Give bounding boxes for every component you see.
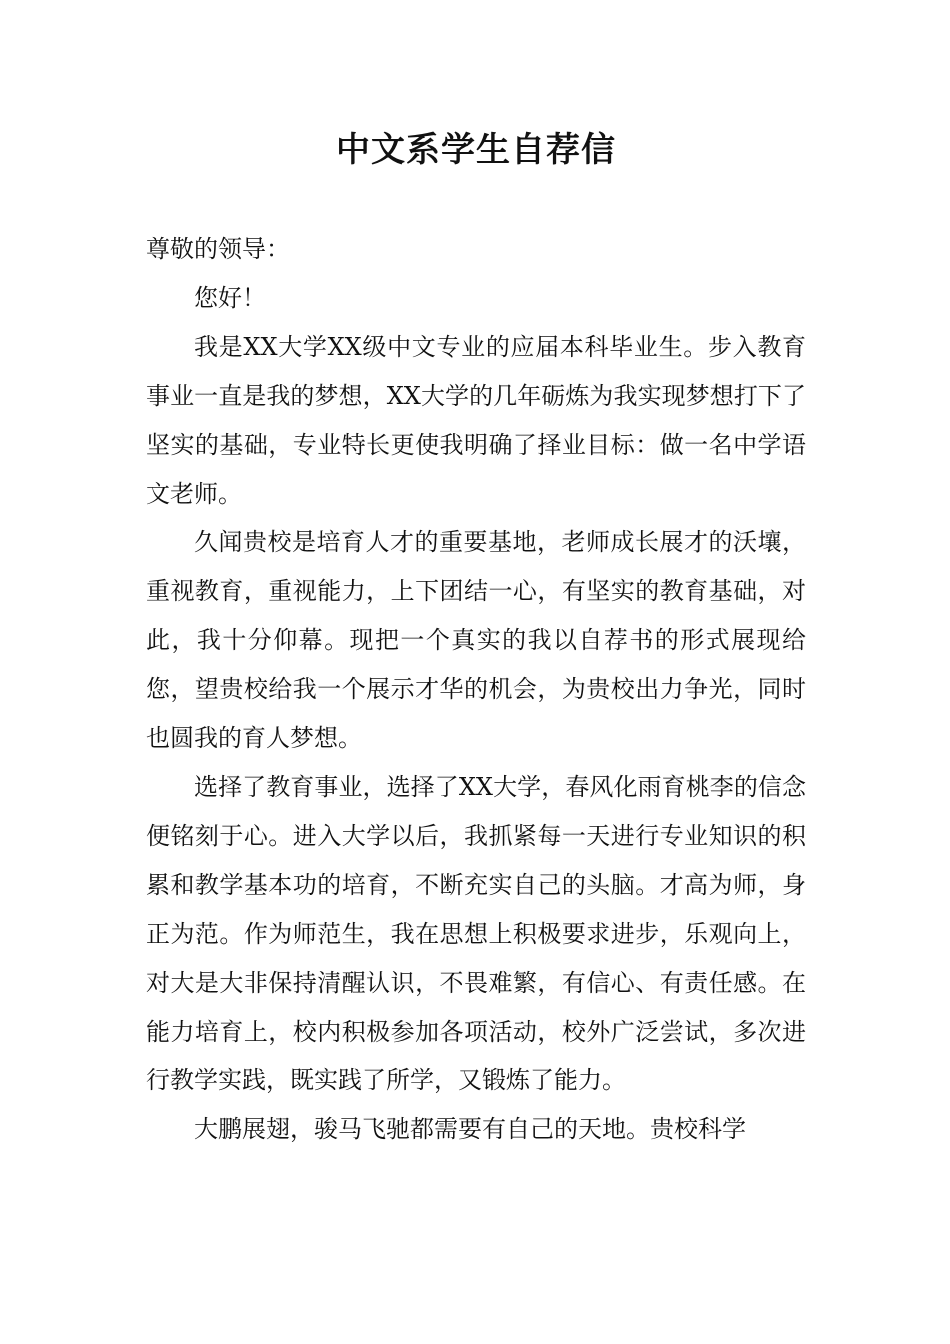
greeting: 您好！ <box>194 283 266 312</box>
document-title: 中文系学生自荐信 <box>336 130 616 170</box>
paragraph: 我是XX大学XX级中文专业的应届本科毕业生。步入教育事业一直是我的梦想，XX大学的几年砺炼为我实现梦想打下了坚实的基础，专业特长更使我明确了择业目标：做一名中学语文老师。 <box>146 332 806 508</box>
letter-body <box>146 225 806 1154</box>
paragraph: 大鹏展翅，骏马飞驰都需要有自己的天地。贵校科学 <box>194 1115 746 1144</box>
paragraph: 选择了教育事业，选择了XX大学，春风化雨育桃李的信念便铭刻于心。进入大学以后，我抓紧每一天进行专业知识的积累和教学基本功的培育，不断充实自己的头脑。才高为师，身正为范。作为师范生，我在思想上积极要求进步，乐观向上，对大是大非保持清醒认识，不畏难繁，有信心、有责任感。在能力培育上，校内积极参加各项活动，校外广泛尝试，多次进行教学实践，既实践了所学，又锻炼了能力。 <box>146 772 806 1095</box>
salutation: 尊敬的领导： <box>146 235 290 263</box>
document-page <box>146 0 806 1344</box>
paragraph: 久闻贵校是培育人才的重要基地，老师成长展才的沃壤，重视教育，重视能力，上下团结一心，有坚实的教育基础，对此，我十分仰幕。现把一个真实的我以自荐书的形式展现给您，望贵校给我一个展示才华的机会，为贵校出力争光，同时也圆我的育人梦想。 <box>146 528 806 753</box>
